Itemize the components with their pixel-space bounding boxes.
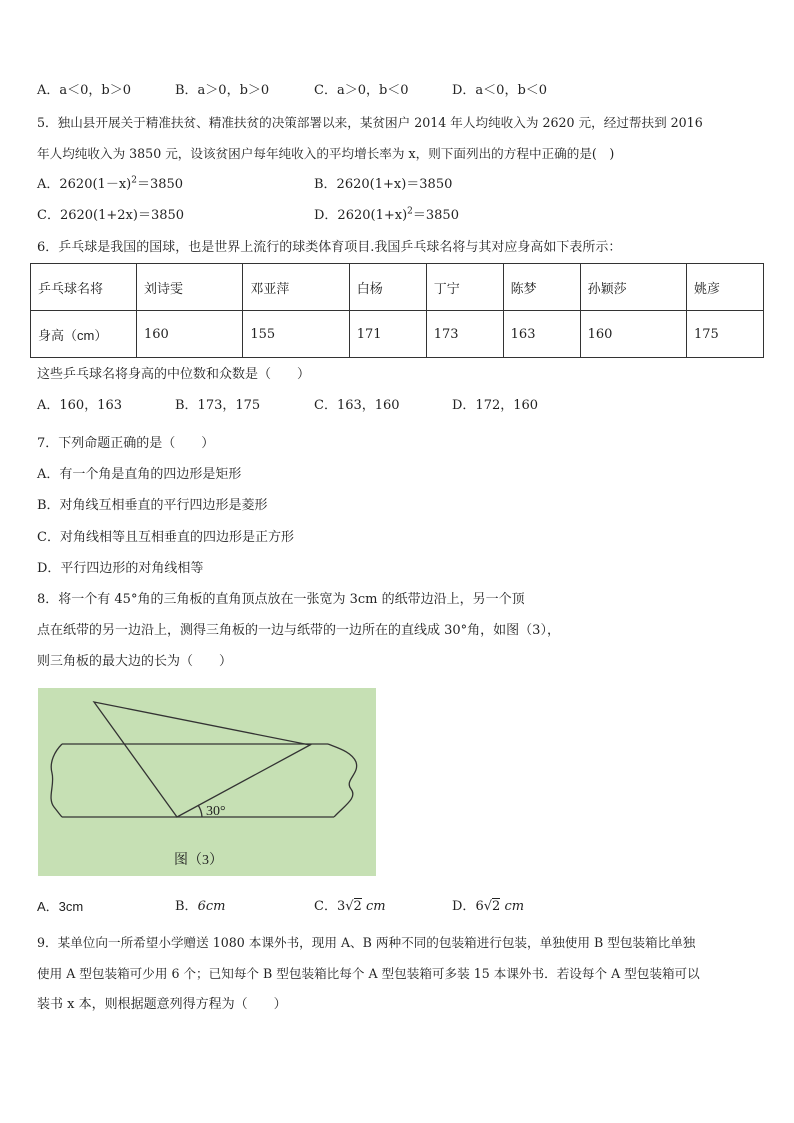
table-cell: 173 bbox=[426, 311, 503, 358]
q5-option-a: A．$2620(1-x)^2=3850$ bbox=[37, 175, 184, 192]
sqrt-icon: √ bbox=[483, 899, 493, 914]
strip-left-torn-edge bbox=[51, 744, 62, 817]
table-cell: 175 bbox=[686, 311, 763, 358]
q7-option-b: B．对角线互相垂直的平行四边形是菱形 bbox=[37, 498, 268, 513]
table-header-row bbox=[31, 264, 764, 311]
table-cell: 160 bbox=[137, 311, 243, 358]
q8-stem-line2: 点在纸带的另一边沿上，测得三角板的一边与纸带的一边所在的直线成 30°角，如图（3）， bbox=[37, 623, 560, 638]
q8-option-d: D．6√2 cm bbox=[452, 899, 525, 914]
table-cell: 171 bbox=[349, 311, 426, 358]
set-square-triangle bbox=[94, 702, 310, 817]
table-cell: 160 bbox=[580, 311, 686, 358]
row-label-cell: 身高（cm） bbox=[31, 311, 137, 358]
q9-stem-line1: 9．某单位向一所希望小学赠送 1080 本课外书，现用 A、B 两种不同的包装箱进行包装，单独使用 B 型包装箱比单独 bbox=[37, 935, 696, 950]
figure-caption: 图（3） bbox=[174, 853, 223, 868]
q8-option-a: A．3cm bbox=[37, 899, 84, 914]
q9-stem-line3: 装书 x 本，则根据题意列得方程为（ ） bbox=[37, 997, 287, 1012]
q4-option-d: D．a＜0，b＜0 bbox=[452, 83, 548, 98]
table-header-cell: 白杨 bbox=[349, 264, 426, 311]
q6-option-c: C．163，160 bbox=[314, 398, 400, 413]
table-header-cell: 乒乓球名将 bbox=[31, 264, 137, 311]
table-header-cell: 丁宁 bbox=[426, 264, 503, 311]
q6-stem: 6．乒乓球是我国的国球，也是世界上流行的球类体育项目.我国乒乓球名将与其对应身高如下表所示： bbox=[37, 240, 622, 255]
q8-stem-line1: 8．将一个有 45°角的三角板的直角顶点放在一张宽为 3cm 的纸带边沿上，另一个顶 bbox=[37, 592, 525, 607]
table-header-cell: 姚彦 bbox=[686, 264, 763, 311]
sqrt-icon: √ bbox=[345, 899, 354, 914]
height-table bbox=[30, 263, 764, 358]
q6-option-d: D．172，160 bbox=[452, 398, 539, 413]
table-header-cell: 邓亚萍 bbox=[243, 264, 349, 311]
q4-option-c: C．a＞0，b＜0 bbox=[314, 83, 409, 98]
angle-label: 30° bbox=[206, 804, 226, 819]
q6-option-a: A．160，163 bbox=[37, 398, 123, 413]
q4-option-b: B．a＞0，b＞0 bbox=[175, 83, 270, 98]
q5-stem-line1: 5．独山县开展关于精准扶贫、精准扶贫的决策部署以来，某贫困户 2014 年人均纯收入为 2620 元，经过帮扶到 2016 bbox=[37, 115, 703, 130]
q5-option-d: D．$2620(1+x)^2=3850$ bbox=[314, 206, 459, 223]
q8-stem-line3: 则三角板的最大边的长为（ ） bbox=[37, 654, 233, 669]
q8-option-b: B．6cm bbox=[175, 899, 226, 914]
q7-option-a: A．有一个角是直角的四边形是矩形 bbox=[37, 467, 242, 482]
q5-option-b: B．2620(1+x)＝3850 bbox=[314, 177, 453, 192]
table-header-cell: 孙颖莎 bbox=[580, 264, 686, 311]
table-header-cell: 陈梦 bbox=[503, 264, 580, 311]
q5-option-c: C．2620(1+2x)＝3850 bbox=[37, 208, 185, 223]
q7-stem: 7．下列命题正确的是（ ） bbox=[37, 436, 215, 451]
q9-stem-line2: 使用 A 型包装箱可少用 6 个；已知每个 B 型包装箱比每个 A 型包装箱可多装 15 本课外书．若设每个 A 型包装箱可以 bbox=[37, 966, 700, 981]
q8-option-c: C．3√2 cm bbox=[314, 899, 386, 914]
q7-option-c: C．对角线相等且互相垂直的四边形是正方形 bbox=[37, 530, 294, 545]
figure-3 bbox=[38, 688, 376, 876]
table-cell: 155 bbox=[243, 311, 349, 358]
q6-question: 这些乒乓球名将身高的中位数和众数是（ ） bbox=[37, 367, 311, 382]
q5-stem-line2: 年人均纯收入为 3850 元，设该贫困户每年纯收入的平均增长率为 x，则下面列出的方程中正确的是( ) bbox=[37, 146, 615, 161]
table-row bbox=[31, 311, 764, 358]
strip-right-torn-edge bbox=[328, 744, 357, 817]
q6-option-b: B．173，175 bbox=[175, 398, 261, 413]
table-header-cell: 刘诗雯 bbox=[137, 264, 243, 311]
triangle-strip-diagram bbox=[38, 688, 376, 876]
angle-arc bbox=[198, 805, 202, 817]
q7-option-d: D．平行四边形的对角线相等 bbox=[37, 561, 204, 576]
table-cell: 163 bbox=[503, 311, 580, 358]
q4-option-a: A．a＜0，b＞0 bbox=[37, 83, 132, 98]
